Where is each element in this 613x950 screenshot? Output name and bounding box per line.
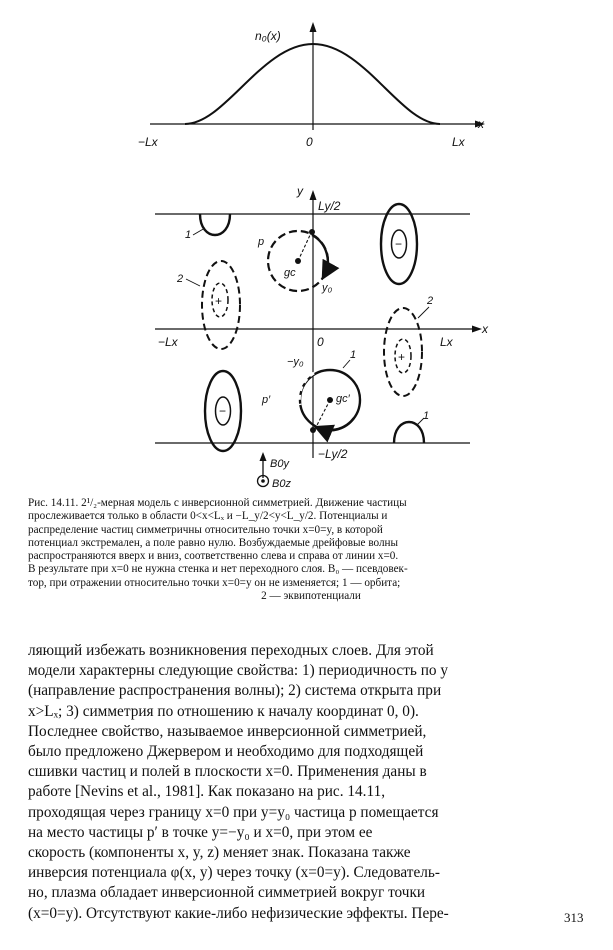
label-equipotential-left: 2 — [177, 273, 184, 285]
body-line: x>Lₓ; 3) симметрия по отношению к началу координат 0, 0). — [28, 702, 419, 720]
model-bottom-label: −Ly/2 — [318, 447, 348, 461]
profile-x-label: x — [478, 117, 484, 131]
caption-line: потенциал экстремален, а поле равно нулю. Возбуждаемые дрейфовые волны — [28, 536, 399, 549]
label-p: p — [258, 236, 265, 248]
body-line: было предложено Джервером и необходимо для подходящей — [28, 743, 424, 761]
body-line: Последнее свойство, называемое инверсионной симметрией, — [28, 722, 427, 740]
model-right-label: Lx — [440, 335, 453, 349]
model-x-axis-arrow — [472, 326, 482, 333]
minus-sign-top-right: − — [395, 237, 403, 251]
profile-tick-left: −Lx — [138, 135, 158, 149]
leader-orbit-top — [193, 228, 205, 235]
b0y-label: B0y — [270, 458, 289, 470]
model-y-axis-arrow — [310, 190, 317, 200]
label-orbit-lower: 1 — [350, 349, 357, 361]
leader-equipotential-left — [186, 279, 200, 286]
model-y-label: y — [297, 184, 303, 198]
caption-line: В результате при x=0 не нужна стенка и нет переходного слоя. B₀ — псевдовек- — [28, 563, 408, 576]
leader-orbit-lower — [343, 360, 350, 368]
body-line: сшивки частиц и полей в плоскости x=0. Применения даны в — [28, 763, 427, 781]
caption-line: прослеживается только в области 0<x<Lₓ и −L_y/2<y<L_y/2. Потенциалы и — [28, 510, 388, 523]
plus-sign-right: + — [398, 350, 406, 364]
b0z-dot — [261, 479, 265, 483]
label-minus-y0: −y₀ — [287, 356, 304, 368]
caption-line: распространяются вверх и вниз, соответственно слева и справа от линии x=0. — [28, 550, 399, 563]
plus-sign-left: + — [215, 294, 223, 308]
body-line: (направление распространения волны); 2) система открыта при — [28, 682, 442, 700]
body-line: но, плазма обладает инверсионной симметрией вокруг точки — [28, 884, 426, 902]
density-profile-figure — [0, 0, 613, 160]
label-equipotential-right: 2 — [427, 295, 434, 307]
caption-line: тор, при отражении относительно точки x=0=y он не изменяется; 1 — орбита; — [28, 576, 401, 589]
label-p-prime: p′ — [262, 394, 271, 406]
body-line: модели характерны следующие свойства: 1) периодичность по y — [28, 662, 449, 680]
particle-p-prime-point — [310, 427, 316, 433]
body-paragraph — [28, 641, 592, 924]
orbit-arc-top-left — [200, 214, 230, 235]
label-y0: y₀ — [322, 282, 333, 294]
model-x-label: x — [482, 322, 488, 336]
body-line: проходящая через границу x=0 при y=y₀ частица p помещается — [28, 803, 439, 821]
body-line: работе [Nevins et al., 1981]. Как показано на рис. 14.11, — [28, 783, 386, 801]
body-line: на место частицы p′ в точке y=−y₀ и x=0, при этом ее — [28, 823, 373, 841]
profile-tick-right: Lx — [452, 135, 465, 149]
profile-y-label: n₀(x) — [255, 29, 281, 43]
body-line: (x=0=y). Отсутствуют какие-либо нефизические эффекты. Пере- — [28, 904, 449, 922]
particle-p-point — [309, 229, 315, 235]
gc-radius-line — [298, 233, 311, 261]
gc-prime-radius-line — [315, 400, 330, 429]
orbit-p-prime-arrow — [318, 418, 354, 430]
label-gc: gc — [284, 267, 296, 279]
label-orbit-top: 1 — [185, 229, 192, 241]
model-origin-label: 0 — [317, 335, 324, 349]
orbit-p-prime-dashed-arc — [299, 373, 314, 405]
figure-caption — [28, 497, 594, 603]
profile-tick-zero: 0 — [306, 135, 313, 149]
b0y-arrow-head — [260, 452, 267, 461]
caption-line: распределение частиц симметричны относительно точки x=0=y, в которой — [28, 523, 383, 536]
leader-equipotential-right — [418, 307, 429, 318]
orbit-arc-bottom-right — [394, 422, 424, 443]
inversion-model-figure — [0, 160, 613, 495]
orbit-p-solid-arc — [312, 235, 328, 276]
caption-line: Рис. 14.11. 2¹/₂-мерная модель с инверсионной симметрией. Движение частицы — [28, 497, 407, 509]
profile-y-axis-arrow — [310, 22, 317, 32]
body-line: инверсия потенциала φ(x, y) через точку (x=0=y). Следователь- — [28, 864, 440, 882]
page-number: 313 — [564, 910, 584, 925]
body-line: скорость (компоненты x, y, z) меняет знак. Показана также — [28, 844, 411, 862]
model-left-label: −Lx — [158, 335, 178, 349]
minus-sign-bottom-left: − — [219, 404, 227, 418]
label-orbit-bottom: 1 — [423, 410, 430, 422]
caption-line: 2 — эквипотенциали — [261, 590, 361, 603]
label-gc-prime: gc′ — [336, 393, 350, 405]
b0z-label: B0z — [272, 478, 291, 490]
body-line: ляющий избежать возникновения переходных слоев. Для этой — [28, 642, 434, 659]
model-top-label: Ly/2 — [318, 199, 341, 213]
